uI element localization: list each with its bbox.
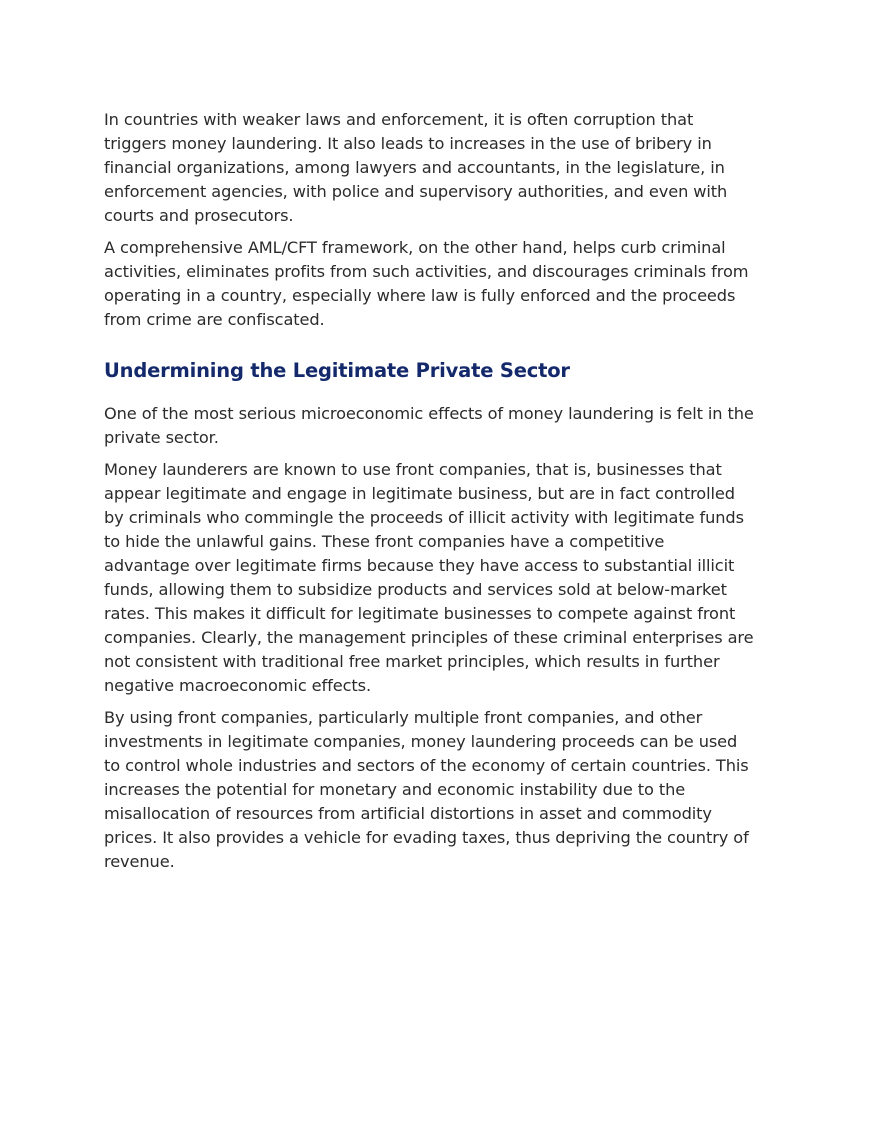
document-page — [104, 108, 754, 882]
paragraph-industry-control: By using front companies, particularly multiple front companies, and other investments in legitimate companies, money laundering proceeds can be used to control whole industries and sectors of the economy of certain countries. This increases the potential for monetary and economic instability due to the misallocation of resources from artificial distortions in asset and commodity prices. It also provides a vehicle for evading taxes, thus depriving the country of revenue. — [104, 708, 749, 871]
paragraph-corruption: In countries with weaker laws and enforcement, it is often corruption that triggers money laundering. It also leads to increases in the use of bribery in financial organizations, among lawyers and accountants, in the legislature, in enforcement agencies, with police and supervisory authorities, and even with courts and prosecutors. — [104, 110, 728, 225]
section-heading: Undermining the Legitimate Private Sector — [104, 359, 570, 382]
paragraph-private-sector-intro: One of the most serious microeconomic effects of money laundering is felt in the private sector. — [104, 404, 754, 447]
paragraph-front-companies: Money launderers are known to use front companies, that is, businesses that appear legitimate and engage in legitimate business, but are in fact controlled by criminals who commingle the proceeds of illicit activity with legitimate funds to hide the unlawful gains. These front companies have a competitive advantage over legitimate firms because they have access to substantial illicit funds, allowing them to subsidize products and services sold at below-market rates. This makes it difficult for legitimate businesses to compete against front companies. Clearly, the management principles of these criminal enterprises are not consistent with traditional free market principles, which results in further negative macroeconomic effects. — [104, 460, 754, 695]
paragraph-aml-cft-framework: A comprehensive AML/CFT framework, on the other hand, helps curb criminal activities, eliminates profits from such activities, and discourages criminals from operating in a country, especially where law is fully enforced and the proceeds from crime are confiscated. — [104, 238, 749, 329]
